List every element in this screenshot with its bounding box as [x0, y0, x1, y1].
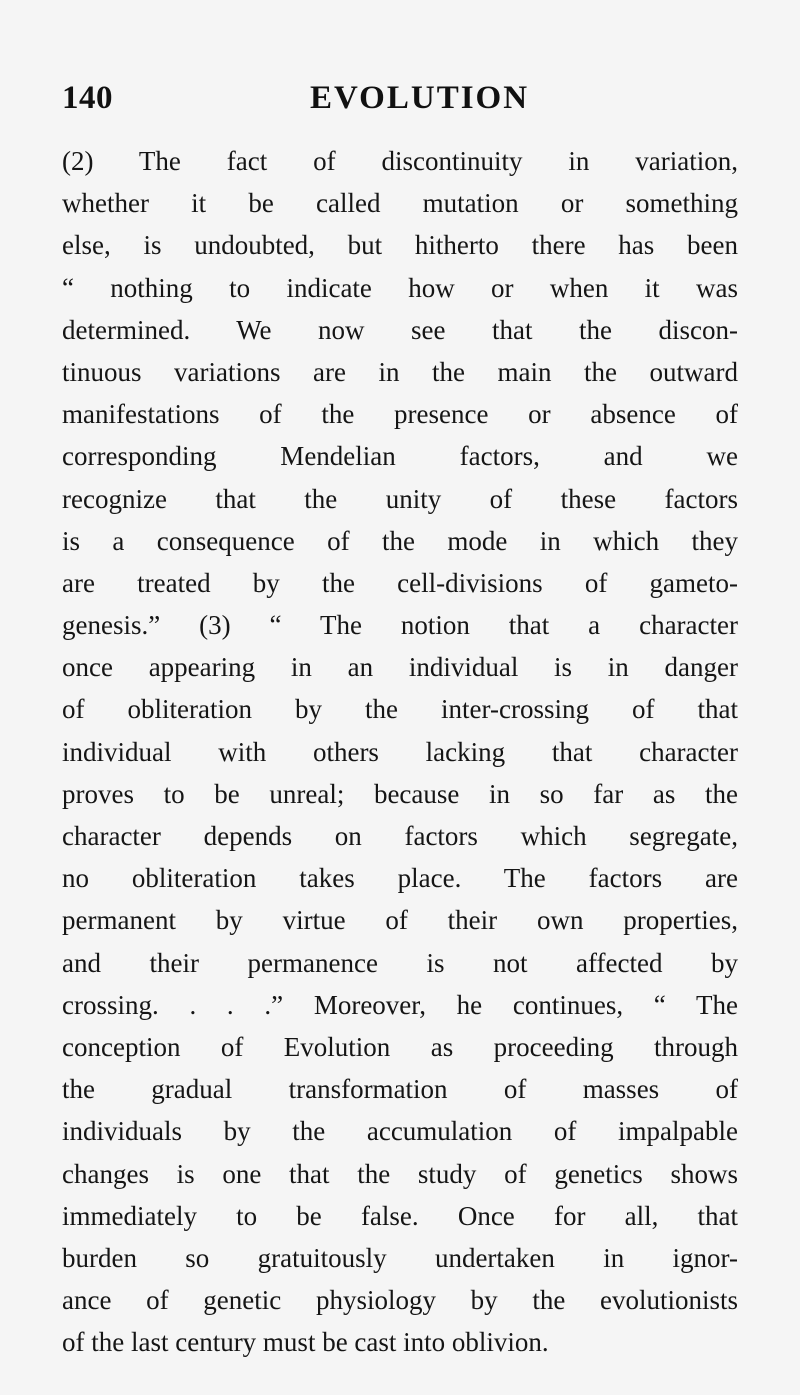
text-line: changes is one that the study of genetics shows	[62, 1158, 738, 1189]
text-line: determined. We now see that the discon-	[62, 314, 738, 345]
text-line: immediately to be false. Once for all, that	[62, 1200, 738, 1231]
text-line: manifestations of the presence or absence of	[62, 399, 738, 430]
text-line: individuals by the accumulation of impalpable	[62, 1116, 738, 1147]
text-line: crossing. . . .” Moreover, he continues, “ The	[62, 989, 738, 1020]
text-line: permanent by virtue of their own properties,	[62, 905, 738, 936]
page-number: 140	[62, 80, 113, 116]
text-line: whether it be called mutation or something	[62, 188, 738, 219]
text-line: corresponding Mendelian factors, and we	[62, 441, 738, 472]
text-line: “ nothing to indicate how or when it was	[62, 272, 738, 303]
running-title: EVOLUTION	[310, 80, 530, 116]
text-line: are treated by the cell-divisions of gameto-	[62, 567, 738, 598]
text-line: ance of genetic physiology by the evolutionists	[62, 1285, 738, 1316]
text-line: (2) The fact of discontinuity in variation,	[62, 146, 738, 176]
text-line: the gradual transformation of masses of	[62, 1074, 738, 1105]
text-line: once appearing in an individual is in danger	[62, 652, 738, 683]
text-line: tinuous variations are in the main the outward	[62, 356, 738, 387]
running-head	[62, 80, 738, 124]
text-line: of the last century must be cast into oblivion.	[62, 1327, 549, 1358]
text-line: conception of Evolution as proceeding through	[62, 1031, 738, 1062]
text-line: genesis.” (3) “ The notion that a character	[62, 610, 738, 641]
text-line: proves to be unreal; because in so far as the	[62, 778, 738, 809]
text-line: and their permanence is not affected by	[62, 947, 738, 978]
text-line: else, is undoubted, but hitherto there has been	[62, 230, 738, 261]
body-text	[62, 140, 738, 1363]
text-line: no obliteration takes place. The factors are	[62, 863, 738, 894]
text-line: burden so gratuitously undertaken in ignor-	[62, 1242, 738, 1273]
text-line: is a consequence of the mode in which they	[62, 525, 738, 556]
text-line: character depends on factors which segregate,	[62, 821, 738, 851]
text-line: individual with others lacking that character	[62, 736, 738, 767]
text-line: of obliteration by the inter-crossing of that	[62, 694, 738, 725]
text-line: recognize that the unity of these factors	[62, 483, 738, 514]
